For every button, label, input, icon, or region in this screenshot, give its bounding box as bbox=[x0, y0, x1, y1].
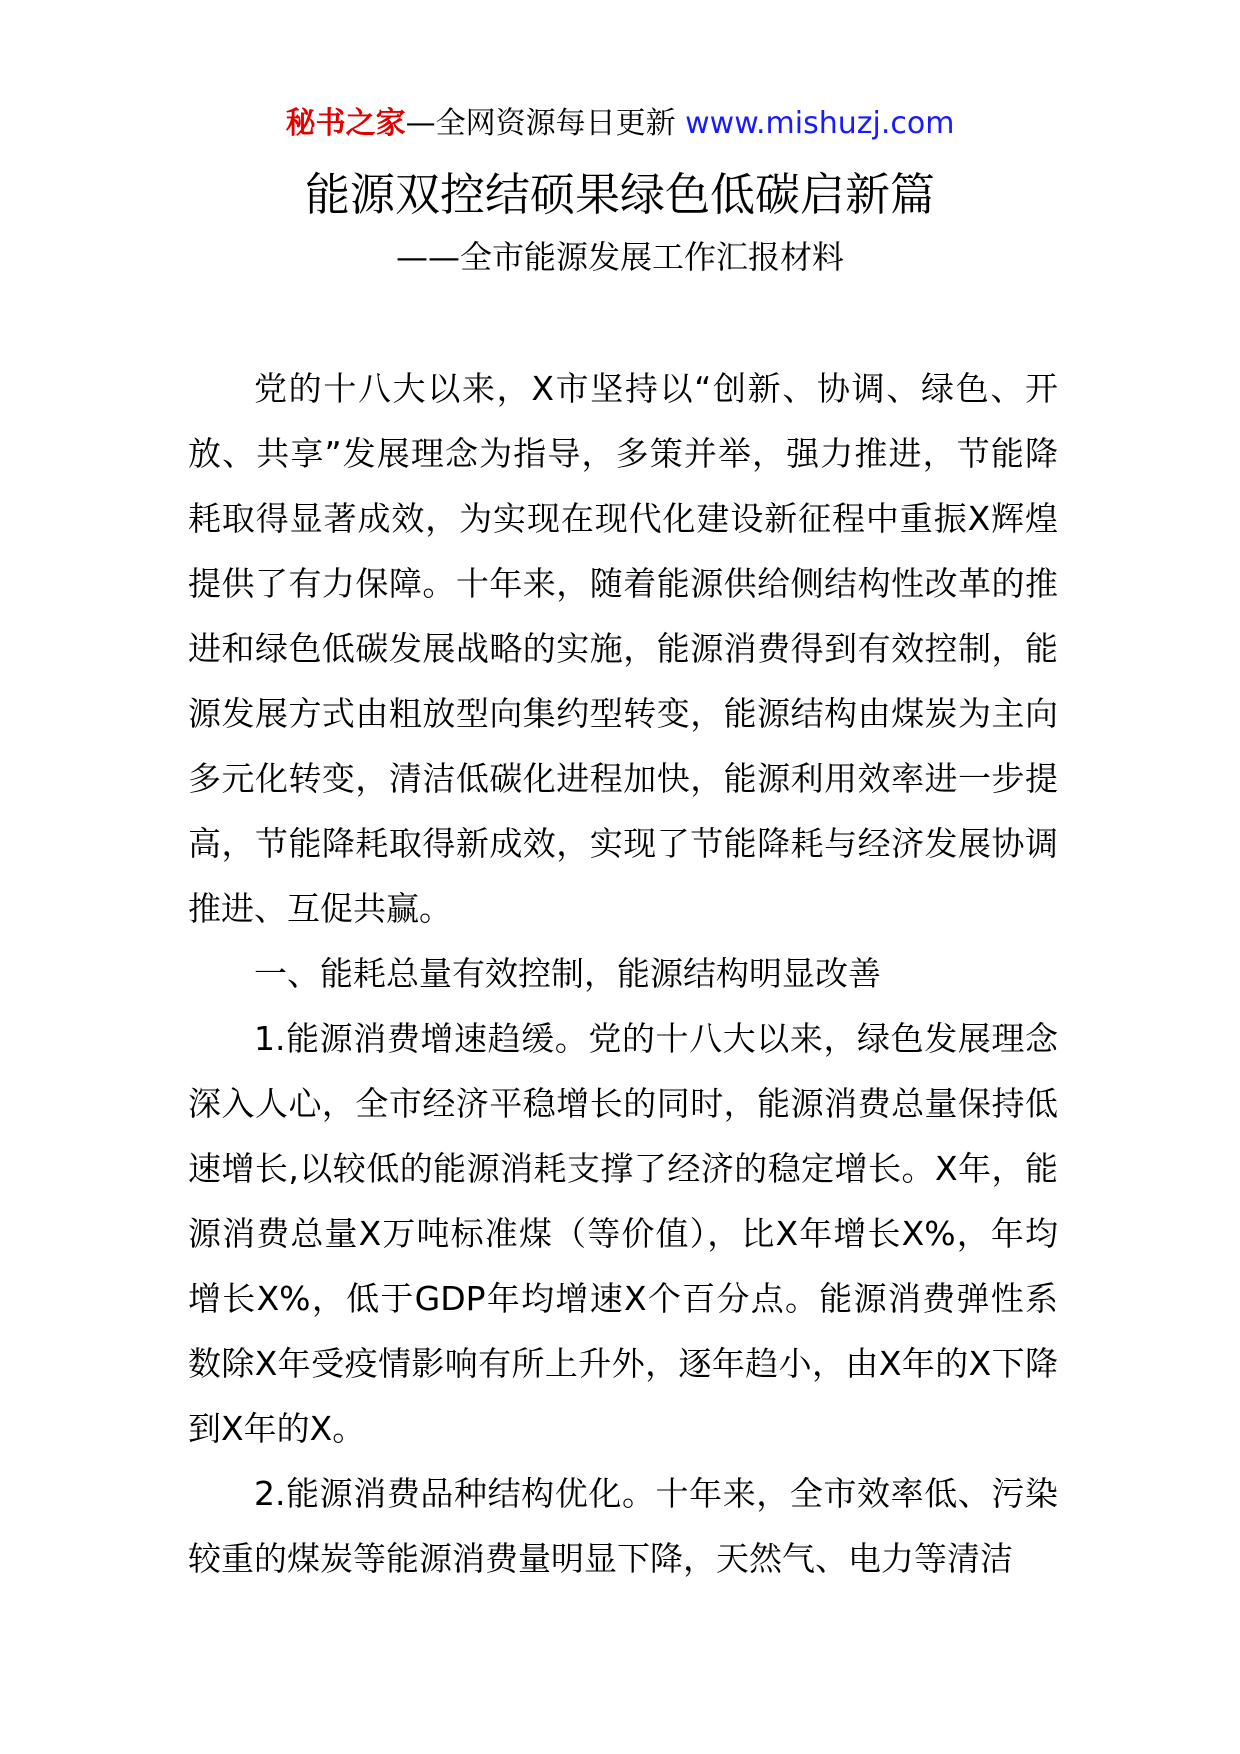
document-title: 能源双控结硕果绿色低碳启新篇 bbox=[304, 168, 935, 221]
intro-paragraph: 党的十八大以来，X市坚持以“创新、协调、绿色、开放、共享”发展理念为指导，多策并举，强力推进，节能降耗取得显著成效，为实现在现代化建设新征程中重振X辉煌提供了有力保障。十年来，随着能源供给侧结构性改革的推进和绿色低碳发展战略的实施，能源消费得到有效控制，能源发展方式由粗放型向集约型转变，能源结构由煤炭为主向多元化转变，清洁低碳化进程加快，能源利用效率进一步提高，节能降耗取得新成效，实现了节能降耗与经济发展协调推进、互促共赢。 bbox=[188, 369, 1058, 928]
document-body bbox=[188, 356, 1058, 1591]
site-banner bbox=[0, 102, 1240, 146]
document-subtitle: ——全市能源发展工作汇报材料 bbox=[395, 238, 844, 276]
site-brand: 秘书之家 bbox=[285, 106, 406, 141]
paragraph-energy-structure: 2.能源消费品种结构优化。十年来，全市效率低、污染较重的煤炭等能源消费量明显下降，天然气、电力等清洁 bbox=[188, 1474, 1058, 1578]
site-tagline: —全网资源每日更新 bbox=[405, 106, 676, 141]
site-url-link[interactable]: www.mishuzj.com bbox=[685, 106, 955, 141]
paragraph-energy-consumption-growth: 1.能源消费增速趋缓。党的十八大以来，绿色发展理念深入人心，全市经济平稳增长的同时，能源消费总量保持低速增长,以较低的能源消耗支撑了经济的稳定增长。X年，能源消费总量X万吨标准煤（等价值），比X年增长X%，年均增长X%，低于GDP年均增速X个百分点。能源消费弹性系数除X年受疫情影响有所上升外，逐年趋小，由X年的X下降到X年的X。 bbox=[188, 1019, 1058, 1448]
section-heading: 一、能耗总量有效控制，能源结构明显改善 bbox=[254, 954, 881, 993]
